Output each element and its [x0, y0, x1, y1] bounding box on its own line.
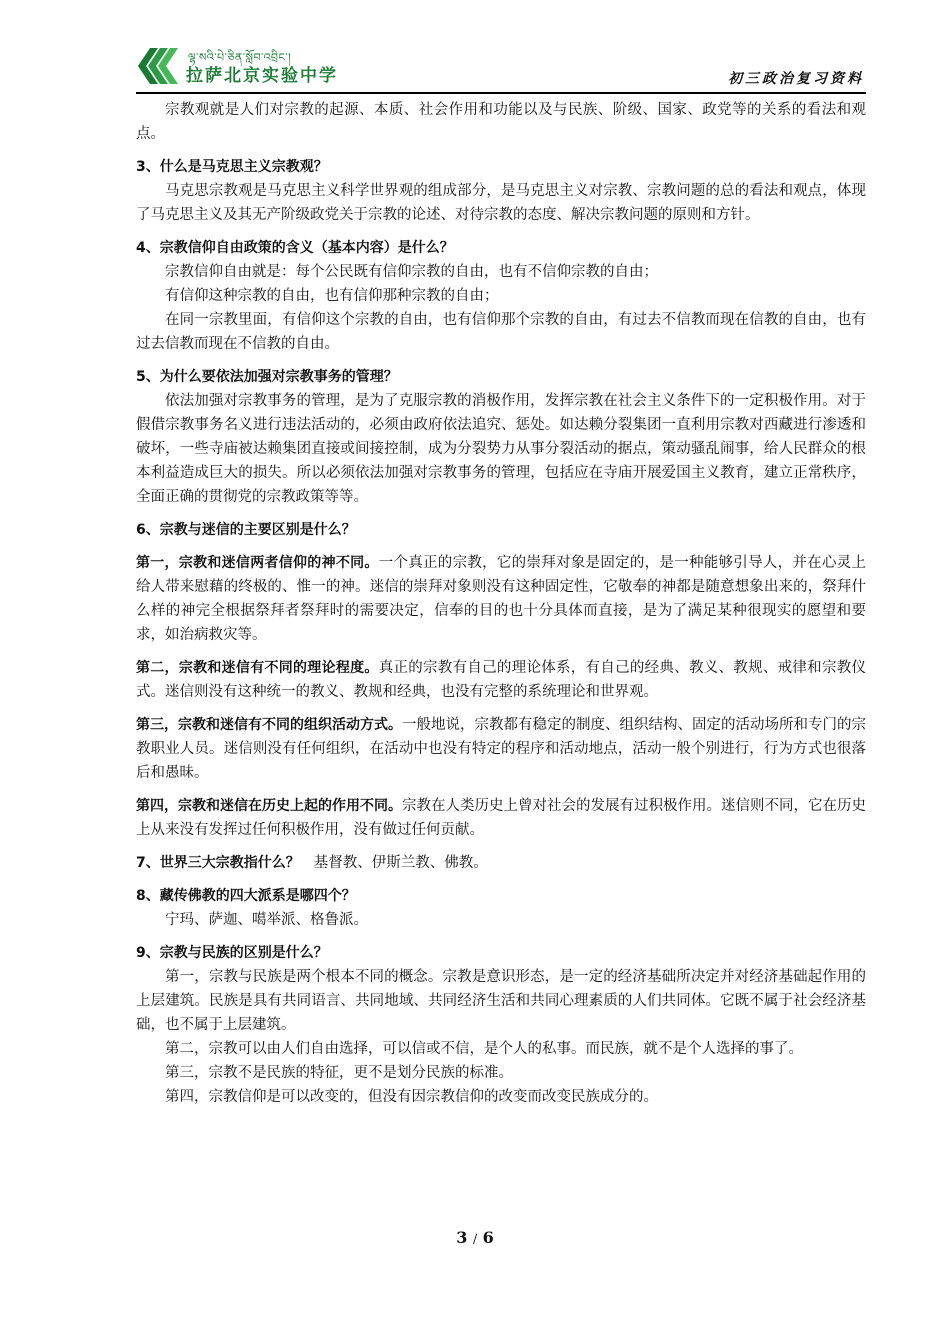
point-text: 真正的宗教有自己的理论体系，有自己的经典、教义、教规、戒律和宗教仪式。迷信则没有这种统一的教义、教规和经典，也没有完整的系统理论和世界观。 [136, 660, 867, 700]
point-text: 一个真正的宗教，它的崇拜对象是固定的，是一种能够引导人，并在心灵上给人带来慰藉的终极的、惟一的神。迷信的崇拜对象则没有这种固定性，它敬奉的神都是随意想象出来的，祭拜什么样的神完全根据祭拜者祭拜时的需要决定，信奉的目的也十分具体而直接，是为了满足某种很现实的愿望和要求，如治病救灾等。 [136, 555, 867, 643]
question-6-title: 6、宗教与迷信的主要区别是什么？ [136, 522, 356, 538]
question-7-answer: 基督教、伊斯兰教、佛教。 [313, 855, 488, 871]
point-lead: 第一，宗教和迷信两者信仰的神不同。 [136, 555, 379, 571]
question-4-paragraph-3: 在同一宗教里面，有信仰这个宗教的自由，也有信仰那个宗教的自由，有过去不信教而现在信教的自由，也有过去信教而现在不信教的自由。 [136, 312, 866, 352]
current-page: 3 [456, 1228, 468, 1247]
question-9-paragraph-4: 第四，宗教信仰是可以改变的，但没有因宗教信仰的改变而改变民族成分的。 [165, 1089, 658, 1105]
header-rule [136, 92, 866, 94]
point-text: 宗教在人类历史上曾对社会的发展有过积极作用。迷信则不同，它在历史上从来没有发挥过任何积极作用，没有做过任何贡献。 [136, 798, 866, 838]
point-lead: 第四，宗教和迷信在历史上起的作用不同。 [136, 798, 402, 814]
question-6-point-1 [136, 551, 866, 647]
question-5-answer: 依法加强对宗教事务的管理，是为了克服宗教的消极作用，发挥宗教在社会主义条件下的一定积极作用。对于假借宗教事务名义进行违法活动的，必须由政府依法追究、惩处。如达赖分裂集团一直利用宗教对西藏进行渗透和破坏，一些寺庙被达赖集团直接或间接控制，成为分裂势力从事分裂活动的据点，策动骚乱闹事，给人民群众的根本利益造成巨大的损失。所以必须依法加强对宗教事务的管理，包括应在寺庙开展爱国主义教育，建立正常秩序，全面正确的贯彻党的宗教政策等等。 [136, 393, 866, 505]
school-logo [136, 44, 180, 88]
question-5-title: 5、为什么要依法加强对宗教事务的管理？ [136, 369, 398, 385]
school-name-tibetan: ལྷ་སའི་པེ་ཅིན་སློབ་འབྲིང་། [188, 51, 292, 64]
total-pages: 6 [482, 1228, 494, 1247]
question-4-title: 4、宗教信仰自由政策的含义（基本内容）是什么？ [136, 240, 454, 256]
document-body [136, 98, 866, 1109]
question-3-title: 3、什么是马克思主义宗教观？ [136, 159, 328, 175]
question-7 [136, 851, 866, 875]
question-7-title: 7、世界三大宗教指什么？ [136, 855, 300, 871]
page-header [136, 44, 866, 94]
question-4-paragraph-1: 宗教信仰自由就是：每个公民既有信仰宗教的自由，也有不信仰宗教的自由； [165, 264, 658, 280]
question-9-title: 9、宗教与民族的区别是什么？ [136, 945, 328, 961]
question-3-answer: 马克思宗教观是马克思主义科学世界观的组成部分，是马克思主义对宗教、宗教问题的总的看法和观点，体现了马克思主义及其无产阶级政党关于宗教的论述、对待宗教的态度、解决宗教问题的原则和方针。 [136, 183, 866, 223]
document-title: 初三政治复习资料 [728, 71, 864, 87]
question-9-paragraph-1: 第一，宗教与民族是两个根本不同的概念。宗教是意识形态，是一定的经济基础所决定并对经济基础起作用的上层建筑。民族是具有共同语言、共同地域、共同经济生活和共同心理素质的人们共同体。它既不属于社会经济基础，也不属于上层建筑。 [136, 969, 866, 1033]
question-8-answer: 宁玛、萨迦、噶举派、格鲁派。 [165, 912, 368, 928]
question-8-title: 8、藏传佛教的四大派系是哪四个？ [136, 888, 356, 904]
question-6-point-4 [136, 794, 866, 842]
point-lead: 第二，宗教和迷信有不同的理论程度。 [136, 660, 379, 676]
question-9-paragraph-3: 第三，宗教不是民族的特征，更不是划分民族的标准。 [165, 1065, 513, 1081]
point-lead: 第三，宗教和迷信有不同的组织活动方式。 [136, 717, 402, 733]
question-9-paragraph-2: 第二，宗教可以由人们自由选择，可以信或不信，是个人的私事。而民族，就不是个人选择的事了。 [165, 1041, 803, 1057]
question-4-paragraph-2: 有信仰这种宗教的自由，也有信仰那种宗教的自由； [165, 288, 499, 304]
point-text: 一般地说，宗教都有稳定的制度、组织结构、固定的活动场所和专门的宗教职业人员。迷信则没有任何组织，在活动中也没有特定的程序和活动地点，活动一般个别进行，行为方式也很落后和愚昧。 [136, 717, 866, 781]
question-6-point-3 [136, 713, 866, 785]
school-name: 拉萨北京实验中学 [186, 66, 338, 86]
question-6-point-2 [136, 656, 866, 704]
page-number [0, 1228, 950, 1247]
page-separator: / [472, 1232, 478, 1246]
intro-paragraph: 宗教观就是人们对宗教的起源、本质、社会作用和功能以及与民族、阶级、国家、政党等的关系的看法和观点。 [136, 102, 866, 142]
